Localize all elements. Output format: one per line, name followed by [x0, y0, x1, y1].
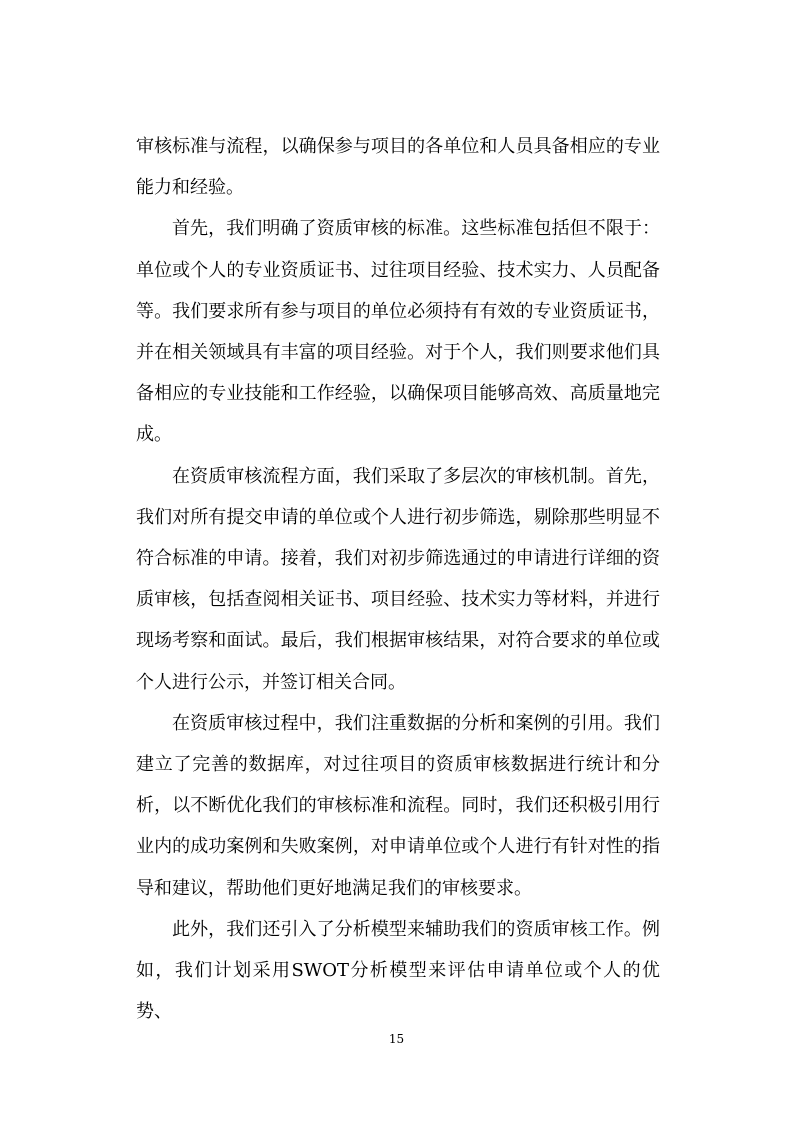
page-number: 15 [388, 1032, 405, 1046]
paragraph-analysis-model: 此外，我们还引入了分析模型来辅助我们的资质审核工作。例如，我们计划采用SWOT分析模型来评估申请单位或个人的优势、 [136, 918, 660, 1023]
paragraph-continued: 审核标准与流程，以确保参与项目的各单位和人员具备相应的专业能力和经验。 [136, 136, 660, 199]
body-text [136, 126, 660, 1032]
paragraph-standards: 首先，我们明确了资质审核的标准。这些标准包括但不限于：单位或个人的专业资质证书、过往项目经验、技术实力、人员配备等。我们要求所有参与项目的单位必须持有有效的专业资质证书，并在相关领域具有丰富的项目经验。对于个人，我们则要求他们具备相应的专业技能和工作经验，以确保项目能够高效、高质量地完成。 [136, 218, 660, 446]
paragraph-data-analysis: 在资质审核过程中，我们注重数据的分析和案例的引用。我们建立了完善的数据库，对过往项目的资质审核数据进行统计和分析，以不断优化我们的审核标准和流程。同时，我们还积极引用行业内的成功案例和失败案例，对申请单位或个人进行有针对性的指导和建议，帮助他们更好地满足我们的审核要求。 [136, 712, 660, 899]
paragraph-process: 在资质审核流程方面，我们采取了多层次的审核机制。首先，我们对所有提交申请的单位或个人进行初步筛选，剔除那些明显不符合标准的申请。接着，我们对初步筛选通过的申请进行详细的资质审核，包括查阅相关证书、项目经验、技术实力等材料，并进行现场考察和面试。最后，我们根据审核结果，对符合要求的单位或个人进行公示，并签订相关合同。 [136, 465, 660, 693]
